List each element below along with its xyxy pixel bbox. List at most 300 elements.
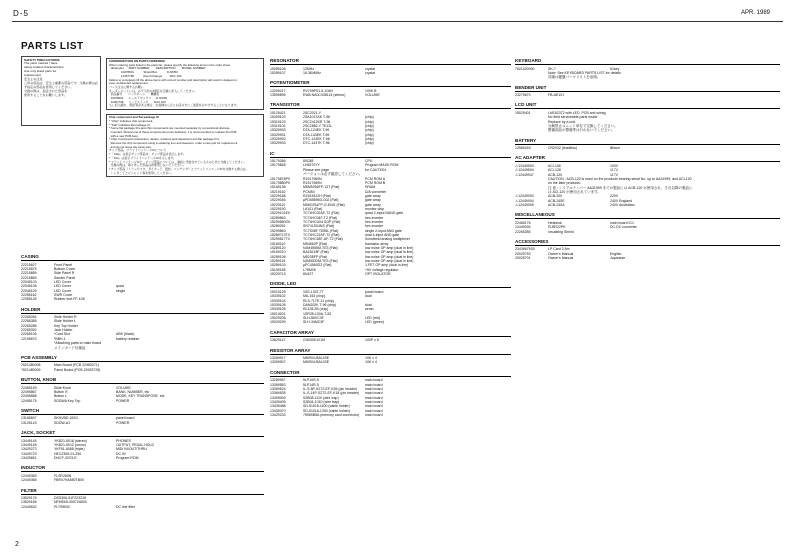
part-description: TC74HC04F-T2 (Flat)	[303, 215, 338, 220]
safety-line: 安全上の注意	[24, 77, 43, 82]
part-description: ACB-200	[548, 194, 563, 199]
order-info-title: CONSIDERATION ON PARTS ORDERING	[109, 59, 165, 63]
part-note: (chip)	[365, 123, 374, 128]
part-description: EWA NA0C038114 (stereo)	[303, 93, 346, 98]
part-description: バージョンは必ず確認してください。	[303, 172, 363, 177]
part-description: HEC2305-01-250	[54, 451, 82, 456]
part-description: 75969B5A (memory card connector)	[303, 412, 360, 417]
part-number: 12449359	[21, 473, 37, 478]
part-note: lithium	[610, 146, 621, 151]
part-number: 22045108	[21, 284, 37, 289]
part-description: LP Card 2.5m	[548, 247, 570, 252]
part-description: CN030K101M	[303, 338, 325, 343]
part-note	[610, 128, 780, 132]
part-description: 分解禁止ユニット単位で交換してください。	[548, 123, 618, 128]
part-description: LED Cover	[54, 279, 72, 284]
part-number: ⚠12449947	[515, 172, 534, 177]
part-description: DAN202K T-96 (chip)	[303, 302, 337, 307]
part-number: 15319102	[270, 123, 286, 128]
part-number: 22215627	[21, 262, 37, 267]
chipnote-line: Remove the chip component using a soldering iron and tweezers; order a new part for replacement	[109, 141, 238, 146]
part-number: 15289261	[270, 224, 286, 229]
part-description: DTA-143EK T-96	[303, 132, 330, 137]
part-note	[610, 75, 780, 79]
section-heading: SWITCH	[21, 408, 264, 415]
part-number: 15179878P0	[270, 176, 290, 181]
part-number: 15179848	[270, 163, 286, 168]
part-row	[21, 346, 264, 350]
part-number: ⚠12449005	[515, 203, 534, 208]
part-number: 15029401	[515, 110, 531, 115]
part-description: IL-S-14P-S2T2-EF-K18 (pin header)	[303, 391, 360, 396]
part-note: battery retainer	[116, 336, 140, 341]
chipnote-line: * 「Chip」は表示チップ部品を、チップ部品を表示します。	[109, 152, 186, 157]
section-heading: BUTTON, KNOB	[21, 377, 264, 384]
section-heading: MISCELLANEOUS	[515, 212, 780, 219]
part-description: Slide Holder R	[54, 315, 77, 320]
part-note: English	[610, 251, 622, 256]
part-description: SLH-56VC3F	[303, 315, 324, 320]
part-number: 13409409	[270, 395, 286, 400]
part-number: 15339105	[270, 307, 286, 312]
part-note: (chip)	[365, 136, 374, 141]
part-number: 12449030	[515, 225, 531, 230]
part-description: TC74HCU04 SOP (Flat)	[303, 219, 341, 224]
part-description: Owner's Manual	[548, 251, 574, 256]
part-note: SRAM	[365, 185, 376, 190]
part-description: 6N137	[303, 272, 314, 277]
part-row	[270, 93, 511, 97]
part-number: 22215875	[21, 266, 37, 271]
safety-line: Use only listed parts for	[24, 69, 57, 74]
section-heading: CASING	[21, 254, 264, 261]
part-number: 15329933	[270, 128, 286, 133]
part-number: 12495175	[21, 398, 37, 403]
part-number: 15339102	[270, 294, 286, 299]
part-number: 13449148	[21, 442, 37, 447]
part-note: low noise OP amp (dual in line)	[365, 246, 414, 250]
part-note: ABS (black)	[116, 332, 135, 337]
part-number: 13449723	[21, 451, 37, 456]
safety-text	[24, 62, 98, 97]
section-heading: INDUCTOR	[21, 465, 264, 472]
part-number: 15219162	[270, 189, 286, 194]
parts-column-1	[21, 249, 264, 509]
part-description: S2B04-1010 (wire trap)	[303, 399, 340, 404]
part-row	[270, 272, 511, 276]
part-description: 詳細は鍵盤パーツリストを参照。	[548, 75, 601, 80]
part-description: *Card Slot	[54, 332, 70, 337]
part-number: 15229046	[270, 198, 286, 203]
part-note: hex inverter	[365, 215, 384, 220]
part-description: 整備部品の整備等は行わないでください。	[548, 128, 615, 133]
part-row	[515, 256, 780, 260]
part-description: μPD65895G-002 (Flat)	[303, 198, 339, 203]
part-description: R1517960N	[303, 176, 322, 181]
part-note: VOLUME	[365, 93, 380, 98]
orderinfo-line: もし記入漏れ、誤記等がある場合、お客様ならびにお店の方にご迷惑をおかけすることになります。	[109, 103, 240, 108]
part-note: PCM ROM B	[365, 180, 386, 185]
part-description: LED Cover	[54, 284, 72, 289]
page-header-date: APR. 1989	[741, 10, 771, 16]
orderinfo-line: 部品番号 パーツネーム 機種名	[109, 92, 160, 97]
part-description: Panel Board (PCB 22925726)	[54, 367, 101, 372]
part-number: 15289106	[270, 254, 286, 259]
part-description: Owner's Manual	[548, 256, 574, 261]
part-description: DTC-143TK T-96	[303, 141, 330, 146]
chip-note-title: Chip component and flat package IC	[109, 115, 159, 120]
part-row	[21, 456, 264, 460]
part-description: DTC-124EK T-96	[303, 136, 330, 141]
part-note: LED (red)	[365, 315, 381, 320]
part-description: Sender Panel	[54, 275, 76, 280]
part-note: Program ROM	[116, 455, 139, 460]
part-number: 20025753	[515, 251, 531, 256]
part-description: MA-153 (chip)	[303, 294, 325, 299]
part-description: Please see page	[303, 167, 330, 172]
chipnote-line: * フラットパッケージICと、チップ部品については、基板に実装されているものと共に交換してください。	[109, 159, 247, 164]
safety-line: 交換の際は、指定された部品を	[24, 88, 68, 93]
part-note: gate array	[365, 202, 381, 207]
part-note: (chip)	[365, 141, 374, 146]
part-number: 15029299	[270, 320, 286, 325]
part-note: main board	[365, 399, 383, 404]
part-description: LA101 (Flat)	[303, 206, 323, 211]
section-heading: ACCESSORIES	[515, 239, 780, 246]
part-row	[270, 413, 511, 417]
part-number: 15199155	[270, 267, 286, 272]
part-number: 15179880P0	[270, 180, 290, 185]
part-note: 10K x 4	[365, 360, 377, 365]
orderinfo-line: オーダーシートには、必ず下記の3項目を正確に記入してください。	[109, 88, 198, 93]
part-number: 15289713T0	[270, 232, 290, 237]
part-note: hex inverter	[365, 219, 384, 224]
part-description: 1SS-133T-77	[303, 289, 324, 294]
part-description: L78M05	[303, 267, 316, 272]
part-number: 22265285	[515, 229, 531, 234]
chipnote-line: * Some flat package ICs and chip components are mounted separate by conventional discrete-	[109, 126, 231, 131]
part-row	[515, 128, 780, 132]
part-number: 15329931	[270, 132, 286, 137]
part-note: crystal	[365, 66, 376, 71]
part-number: 15229719	[270, 272, 286, 277]
section-heading: JACK, SOCKET	[21, 430, 264, 437]
part-note: main board	[365, 395, 383, 400]
chip-note-text	[109, 120, 261, 176]
section-heading: BATTERY	[515, 138, 780, 145]
part-description: MNR04J5A103E	[303, 360, 330, 365]
chipnote-line: * 「Flat」は表示フラットパッケージICを示します。	[109, 155, 177, 160]
part-number	[515, 128, 548, 132]
part-number: 15289863	[270, 215, 286, 220]
part-description: NFM51B-00572A500	[54, 500, 87, 505]
page-number: 2	[15, 541, 19, 548]
part-number: 13429273	[21, 447, 37, 452]
part-number: 20025701	[515, 256, 531, 261]
part-number: 13369524	[270, 386, 286, 391]
part-description: YKB21-5016 (stereo)	[54, 438, 87, 443]
part-description: PLT9953C	[54, 504, 71, 509]
part-number: 13165697	[21, 416, 37, 421]
safety-line: The parts marked ! have	[24, 61, 58, 66]
part-note: PHONES	[116, 438, 131, 443]
part-description: Replace by a unit.	[548, 119, 577, 124]
chipnote-line: * "Chip" indicates chip component.	[109, 118, 154, 123]
part-note: dual	[365, 294, 372, 299]
part-number: 12449632	[21, 504, 37, 509]
part-note: 10K x 4	[365, 356, 377, 360]
part-description: on the later products.	[548, 181, 581, 186]
part-number: 15129421	[270, 110, 286, 115]
part-description: PCM54	[303, 189, 315, 194]
part-number: 15299817T0	[270, 237, 290, 242]
section-heading: DIODE, LED	[270, 281, 511, 288]
part-number: 13629147	[270, 338, 286, 343]
part-description: DSS306-91F223Z16	[54, 496, 87, 500]
part-row	[515, 203, 780, 207]
section-heading: IC	[270, 151, 511, 158]
part-description: FLBR22PK	[548, 225, 566, 230]
part-note: PCM ROM A	[365, 176, 386, 181]
part-description: S2B08-1110 (wire trap)	[303, 395, 339, 400]
part-description: SD-51016-1300 (cable holder)	[303, 408, 351, 413]
part-number: 15329932	[270, 136, 286, 141]
section-heading: CAPACITOR ARRAY	[270, 330, 511, 337]
part-description: *Attaching parts to main board	[54, 341, 102, 346]
part-number: 22265106	[21, 332, 37, 337]
part-number	[21, 346, 54, 350]
section-heading: LCD UNIT	[515, 102, 780, 109]
part-description: 5LP10R-5	[303, 378, 319, 383]
part-description: Button L	[54, 394, 68, 399]
part-description: 注 意 : シリアルナンバー AA31999 までの製品には ACB-120 が使用され、それ以降の製品に	[548, 185, 693, 190]
part-number: 13369553	[270, 382, 286, 387]
section-heading: HOLDER	[21, 307, 264, 314]
part-note: (chip)	[365, 128, 374, 133]
part-number: 22265385	[21, 319, 37, 324]
part-number: 15319103	[270, 119, 286, 124]
part-note: quad 2-input NAND gate	[365, 211, 404, 216]
part-description: TC74HC21AF-T2 (Flat)	[303, 232, 340, 237]
order-info-text	[109, 64, 261, 108]
part-note: +5V voltage regulator	[365, 267, 399, 272]
chipnote-line: チップ部品、フラットパッケージICについて	[109, 148, 167, 153]
part-description: Side Panel R	[54, 271, 75, 276]
part-note	[116, 478, 264, 482]
part-description: M5238FP (Flat)	[303, 254, 328, 259]
part-note: OPT ISOLATOR	[365, 272, 391, 277]
part-note: MIDI IN/OUT/THRU	[116, 447, 147, 452]
part-note: main board	[365, 378, 383, 383]
part-number: 15169210	[270, 250, 286, 255]
part-number: 15329933	[270, 141, 286, 146]
part-note: 100K B	[365, 88, 377, 93]
part-note: MODE, KEY TRANSPOSE, etc	[116, 394, 165, 399]
part-description: Heatsink	[548, 220, 562, 225]
part-number: 15229101E0	[270, 211, 290, 216]
part-note: Schuttmid analog multiplexer	[365, 237, 410, 242]
part-number: 13429233	[270, 412, 286, 417]
part-number: ⚠12449003	[515, 194, 534, 199]
part-number: 22215869	[21, 275, 37, 280]
chipnote-line: * Chip components (transistors, diodes, resistors and capacitors) and flat package ICs:	[109, 137, 220, 142]
part-description: NJM4565M-TE3 (Flat)	[303, 246, 338, 250]
part-description: 5LP14R-5	[303, 382, 319, 387]
part-note: low noise OP amp (dual in line)	[365, 259, 414, 264]
part-description: Jack Holder	[54, 328, 73, 333]
part-note: DC-DC converter	[610, 225, 637, 230]
safety-line: △印の部品は、安全上重要な部品です。交換の際は必ず指定の部品を使用してください。	[24, 80, 99, 89]
part-note: 117V	[610, 168, 618, 173]
part-description: LED Cover	[54, 288, 72, 293]
part-description: 2SC2021-Y	[303, 110, 322, 115]
part-number: 15289120	[270, 246, 286, 250]
chipnote-line: 交換の際は、取り外した部品は再使用しないでください。	[109, 163, 186, 168]
part-note: low noise OP amp (dual in line)	[365, 254, 414, 259]
orderinfo-line: 12457768 リードスイッチ DAC 100	[109, 99, 166, 104]
part-description: Key Top Holder	[54, 323, 78, 328]
part-note: DC IN	[116, 451, 126, 456]
safety-line: safety-related characteristics.	[24, 65, 65, 70]
part-row	[270, 141, 511, 145]
part-note: main board	[365, 408, 383, 413]
part-row	[270, 71, 511, 75]
safety-title: SAFETY PRECAUTIONS	[24, 57, 60, 62]
part-description: Slide Holder L	[54, 319, 76, 324]
orderinfo-line: When ordering parts listed in the parts list, please specify the following items in the order sheet.	[109, 62, 231, 67]
part-description: ACI-106	[548, 163, 561, 168]
part-description: SWR Cover	[54, 292, 73, 297]
part-row	[515, 93, 780, 97]
part-number: 13449145	[21, 438, 37, 443]
part-note: 100P x 8	[365, 338, 379, 343]
order-info-column	[106, 56, 264, 179]
part-note: 240V England	[610, 198, 632, 203]
part-description: FBR07HA850TB00	[54, 478, 84, 483]
part-number: 15179266	[270, 159, 286, 164]
part-description: SD-51016-1100 (cable holder)	[303, 404, 350, 409]
part-note: (chip)	[365, 119, 374, 124]
part-row	[21, 478, 264, 482]
part-description: R1522812H (Flat)	[303, 193, 331, 198]
part-note: Program MASK ROM	[365, 163, 399, 168]
part-number: 15289116	[270, 259, 286, 264]
part-number: 15339105	[270, 302, 286, 307]
section-heading: RESISTOR ARRAY	[270, 348, 511, 355]
part-description: *BBH-1	[54, 336, 66, 341]
part-number: 15289107	[270, 70, 286, 75]
page-title: PARTS LIST	[21, 41, 84, 52]
section-heading: POTENTIOMETER	[270, 80, 511, 87]
part-note: low noise OP amp (dual in line)	[365, 250, 414, 255]
section-heading: FILTER	[21, 488, 264, 495]
part-number: 7621420000	[515, 66, 535, 71]
part-number: 22465176	[515, 220, 531, 225]
part-note: POWER	[116, 420, 130, 425]
section-heading: CONNECTOR	[270, 370, 511, 377]
orderinfo-line: 12457768 Reed Changer DAC 100	[109, 73, 182, 78]
part-description: CR2032 (leadless)	[548, 146, 577, 151]
part-number: 23279670	[515, 93, 531, 98]
part-description: SN74LS04NS (Flat)	[303, 224, 334, 229]
part-note: gate array	[365, 198, 381, 203]
part-description: Button R	[54, 389, 68, 394]
part-note: (chip)	[365, 132, 374, 137]
part-description: RV709PS1-5-104N	[303, 88, 333, 93]
chipnote-line: ハンダごてとピンセット等を使用してください。	[109, 170, 175, 175]
part-number: 13595895	[270, 93, 286, 98]
chipnote-line: with a new PCB Assy.	[109, 133, 139, 138]
part-note: gate array	[365, 193, 381, 198]
part-note	[610, 230, 780, 234]
part-note: BANK, NUMBER, etc	[116, 389, 150, 394]
section-heading: PCB ASSEMBLY	[21, 355, 264, 362]
part-description: CAUTION : ACB-120 is used on the products bearing serial No. up to AA31999, and ACI-120	[548, 176, 692, 181]
part-number: 15169110	[270, 241, 286, 246]
part-row	[21, 505, 264, 509]
part-number: 13409405	[270, 399, 286, 404]
part-number: 12449365	[21, 478, 37, 483]
part-description: 16.384MHz	[303, 70, 321, 75]
part-number: 12569249	[515, 146, 531, 151]
part-description: RLS-71TE-11 (chip)	[303, 298, 334, 303]
chip-note-box	[106, 114, 264, 177]
part-row	[270, 320, 511, 324]
part-description: μPC4560G2 (Flat)	[303, 263, 332, 268]
part-description: BA15218F (Flat)	[303, 250, 329, 255]
part-note	[116, 368, 264, 372]
part-number: 15019201	[270, 311, 286, 316]
part-number: 7621480009	[21, 367, 41, 372]
part-description: R1517969N	[303, 180, 322, 185]
part-number: 22495868	[21, 394, 37, 399]
part-description: M5M5256FP-12T (Flat)	[303, 185, 340, 190]
part-number: 22265162	[21, 292, 37, 297]
part-description: M54562P (Flat)	[303, 241, 328, 246]
parts-column-2	[270, 53, 511, 417]
part-note: main board	[365, 404, 383, 409]
part-description: Bottom Cover	[54, 266, 76, 271]
part-description: 12MHz	[303, 66, 315, 71]
part-description: メインボード付属品	[54, 345, 86, 350]
part-note: (chip)	[365, 115, 374, 120]
section-heading: KEYBOARD	[515, 58, 780, 65]
part-description: Main Board (PCB 22965271)	[54, 363, 99, 368]
part-number: 15019125	[270, 289, 286, 294]
part-note: main board	[365, 391, 383, 396]
part-number: 13125143	[21, 420, 37, 425]
part-note: CPU	[365, 159, 373, 164]
part-description: RLZJ8.2B (chip)	[303, 307, 329, 312]
part-row	[270, 360, 511, 364]
part-number: 15339104	[270, 298, 286, 303]
part-description: TC74HC48F-AF-T2 (Flat)	[303, 237, 343, 242]
part-note: panel board	[116, 416, 135, 421]
orderinfo-line: 10078001 Shield Box D-5/D50	[109, 70, 178, 75]
part-number: 22265284	[21, 315, 37, 320]
orderinfo-line: 10078001 シールドボックス D-5/D50	[109, 96, 167, 101]
part-row	[21, 421, 264, 425]
safety-precautions-box	[21, 56, 101, 126]
part-note: zener	[365, 307, 374, 312]
part-note: quad	[116, 284, 124, 289]
part-description: DTA-124EK T-96	[303, 128, 330, 133]
part-note: for CAUTION.	[365, 167, 387, 172]
part-description: YKB21-5012 (mono)	[54, 442, 86, 447]
part-note	[116, 297, 264, 301]
part-description: IL-S-8P-S2T2-EF-K35 (pin header)	[303, 386, 358, 391]
part-row	[515, 146, 780, 150]
